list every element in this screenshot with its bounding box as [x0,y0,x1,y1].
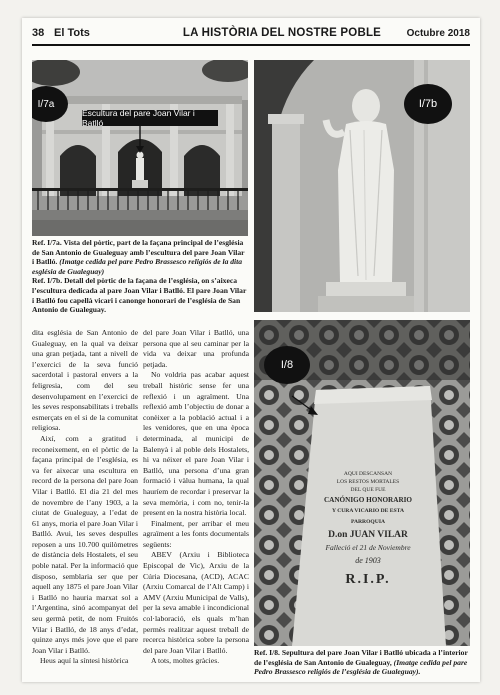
photo-label-text: Escultura del pare Joan Vilar i Batlló [82,108,195,128]
photo-tomb-plaque [254,320,470,646]
col2-paragraph-1: del pare Joan Vilar i Batlló, una persona que al seu caminar per la vida va deixar una profunda petjada. [143,328,249,369]
caption-i8-text: Sepultura del pare Joan Vilar i Batlló ubicada a l’interior de l’església de San Antonio de Gualeguay, [254,648,468,667]
text-column-2 [143,328,249,667]
caption-i7a-credit: (Imatge cedida pel pare Pedro Brassesco religiós de la dita església de Gualeguay) [32,257,243,276]
caption-i8 [254,648,470,677]
plaque-line-8: de 1903 [355,556,381,565]
col2-paragraph-3: Finalment, per arribar el meu agraïment a les fonts documentals següents: [143,518,249,549]
col1-paragraph-1: dita església de San Antonio de Gualeguay, en la qual va deixar una gran petjada, tant a nivell de l’exercici de la seva funció sacerdotal i pastoral envers a la feligresia, com del seu desenvolupament en l’exercici de les seves responsabilitats i treballs esmerçats en el si de la comunitat religiosa. [32,328,138,433]
col2-paragraph-2: No voldria pas acabar aquest treball històric sense fer una reflexió i un agraïment. Una reflexió amb l’objectiu de donar a conèixer a la població actual i a les venidores, que en una època determinada, al municipi de Balenyà i al poble dels Hostalets, hi va néixer el pare Joan Vilar i Batlló, una persona d’una gran formació i vàlua humana, la qual hauríem de recordar i preservar la seva memòria, i com no, tenir-la present en la nostra història local. [143,370,249,518]
col2-paragraph-5: A tots, moltes gràcies. [151,656,220,666]
badge-i7a-label: I/7a [37,98,55,110]
plaque-line-3: DEL QUE FUE [350,487,386,493]
magazine-name: El Tots [54,27,90,39]
plaque-line-4: CANÓNIGO HONORARIO [323,496,413,504]
church-portico-image [32,60,248,236]
plaque-line-1: AQUI DESCANSAN [343,471,393,477]
photo-statue-detail [254,60,470,312]
plaque-line-2: LOS RESTOS MORTALES [336,479,400,485]
header-rule [32,44,470,46]
text-column-1 [32,328,138,667]
photo-label-box [82,110,218,126]
section-title: LA HISTÒRIA DEL NOSTRE POBLE [182,27,382,39]
badge-i8-label: I/8 [280,359,294,371]
magazine-page [22,18,480,682]
caption-i8-credit: (Imatge cedida pel pare Pedro Brassesco religiós de l’església de Gualeguay). [254,657,468,677]
caption-i8-ref: Ref. I/8. [254,648,280,657]
plaque-line-6: D.on JUAN VILAR [328,530,408,540]
caption-i7b-ref: Ref. I/7b. [32,276,63,286]
col1-paragraph-2: Així, com a gratitud i reconeixement, en el pòrtic de la façana principal de l’església, es va fer aixecar una escultura en record de la persona del pare Joan Vilar i Batlló. El dia 21 del mes de novembre de l’any 1903, a la ciutat de Gualeguay, a l’edat de 61 anys, moria el pare Joan Vilar i Batlló. Avui, les seves despulles reposen a uns 10.700 quilòmetres de distància dels Hostalets, el seu poble natal. Per la informació que disposo, semblaria ser que per aquell any 1875 el pare Joan Vilar i Batlló no hauria marxat sol a l’Argentina, sinó acompanyat del seu germà petit, de nom Fruitós Vilar i Batlló, de 18 anys d’edat, quinze anys més jove que el pare Joan Vilar i Batlló. [32,433,138,655]
plaque-line-7: Falleció el 21 de Noviembre [325,543,411,552]
page-header [32,24,470,42]
badge-i7b-label: I/7b [418,98,438,110]
col2-paragraph-4: ABEV (Arxiu i Biblioteca Episcopal de Vic), Arxiu de la Cúria Diocesana, (ACD), ACAC (Arxiu Comarcal de l’Alt Camp) i AMV (Arxiu Municipal de Valls), per la seva amable i incondicional col·laboració, els quals m’han permès realitzar aquest treball de recerca històrica sobre la persona del pare Joan Vilar i Batlló. [143,550,249,655]
badge-i7b [404,84,452,124]
photo-church-portico [32,60,248,236]
caption-i7a-ref: Ref. I/7a. [32,238,62,247]
plaque-line-9: R.I.P. [345,572,391,587]
plaque-inscription [316,470,420,592]
issue-date: Octubre 2018 [406,27,470,39]
plaque-line-5: Y CURA VICARIO DE ESTA PARROQUIA [331,508,404,525]
col1-paragraph-3: Heus aquí la síntesi històrica [40,656,129,666]
badge-i8 [264,346,310,384]
caption-i7a-text: Vista del pòrtic, part de la façana principal de l’església de San Antonio de Gualeguay amb l’escultura del pare Joan Vilar i Batlló. [32,238,245,267]
page-number: 38 [32,27,45,39]
caption-i7 [32,238,248,315]
caption-i7b-text: Detall del pòrtic de la façana de l’església, on s’aixeca l’escultura dedicada al pare Joan Vilar i Batlló. El pare Joan Vilar i Batlló fou capellà vicari i canonge honorari de l’església de San Antonio de Gualeguay. [32,276,247,315]
